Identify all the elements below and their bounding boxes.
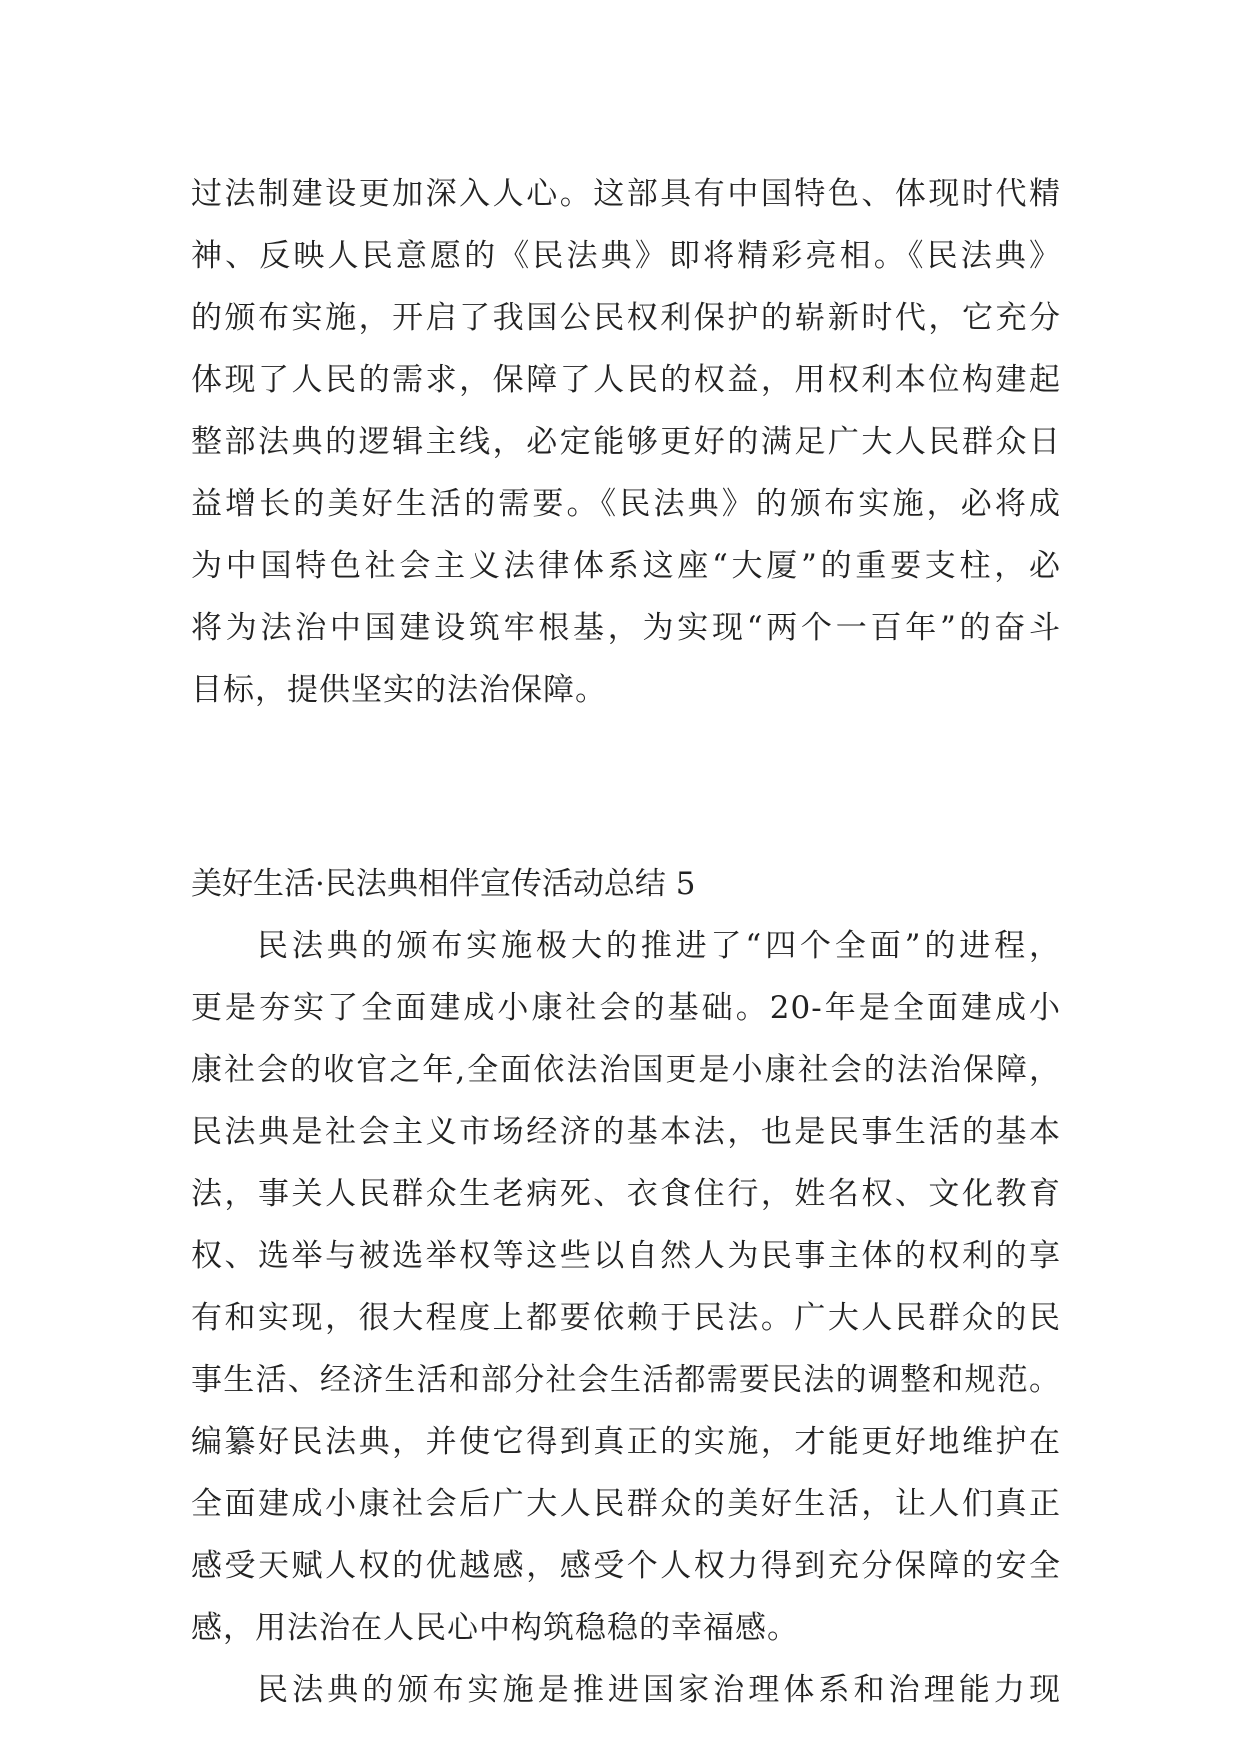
text-line: 益增长的美好生活的需要。《民法典》的颁布实施，必将成 [191,486,1061,522]
document-body [191,163,1061,1721]
paragraph-first-line: 民法典的颁布实施极大的推进了“四个全面”的进程， [257,928,1061,964]
text-line: 感受天赋人权的优越感，感受个人权力得到充分保障的安全 [191,1548,1061,1584]
text-line: 的颁布实施，开启了我国公民权利保护的崭新时代，它充分 [191,300,1061,336]
text-line: 事生活、经济生活和部分社会生活都需要民法的调整和规范。 [191,1362,1061,1398]
text-line: 过法制建设更加深入人心。这部具有中国特色、体现时代精 [191,176,1061,212]
text-line: 法，事关人民群众生老病死、衣食住行，姓名权、文化教育 [191,1176,1061,1212]
section-gap [191,721,1061,853]
text-line: 为中国特色社会主义法律体系这座“大厦”的重要支柱，必 [191,548,1061,584]
text-line: 康社会的收官之年,全面依法治国更是小康社会的法治保障， [191,1052,1061,1088]
text-line: 更是夯实了全面建成小康社会的基础。20-年是全面建成小 [191,990,1061,1026]
text-line: 民法典是社会主义市场经济的基本法，也是民事生活的基本 [191,1114,1061,1150]
text-line: 神、反映人民意愿的《民法典》即将精彩亮相。《民法典》 [191,238,1061,274]
text-line: 目标，提供坚实的法治保障。 [191,672,607,708]
text-line: 感，用法治在人民心中构筑稳稳的幸福感。 [191,1610,799,1646]
text-line: 权、选举与被选举权等这些以自然人为民事主体的权利的享 [191,1238,1061,1274]
paragraph-first-line: 民法典的颁布实施是推进国家治理体系和治理能力现 [257,1672,1061,1708]
text-line: 有和实现，很大程度上都要依赖于民法。广大人民群众的民 [191,1300,1061,1336]
section-heading: 美好生活·民法典相伴宣传活动总结 5 [191,866,696,902]
text-line: 将为法治中国建设筑牢根基，为实现“两个一百年”的奋斗 [191,610,1061,646]
text-line: 编纂好民法典，并使它得到真正的实施，才能更好地维护在 [191,1424,1061,1460]
text-line: 整部法典的逻辑主线，必定能够更好的满足广大人民群众日 [191,424,1061,460]
text-line: 全面建成小康社会后广大人民群众的美好生活，让人们真正 [191,1486,1061,1522]
text-line: 体现了人民的需求，保障了人民的权益，用权利本位构建起 [191,362,1061,398]
